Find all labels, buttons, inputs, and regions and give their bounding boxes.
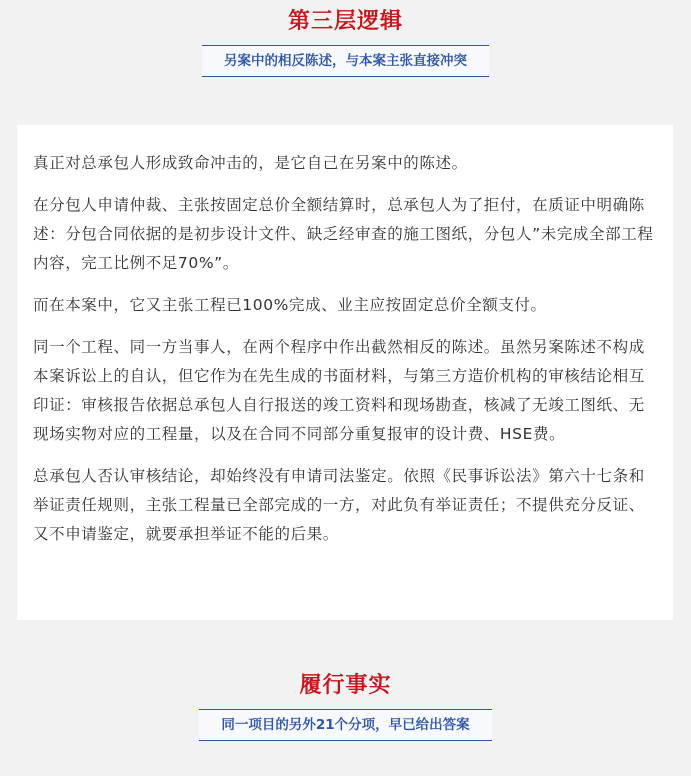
article-card	[17, 125, 673, 620]
paragraph: 总承包人否认审核结论，却始终没有申请司法鉴定。依照《民事诉讼法》第六十七条和举证责任规则，主张工程量已全部完成的一方，对此负有举证责任；不提供充分反证、又不申请鉴定，就要承担举证不能的后果。	[33, 467, 645, 543]
section-title: 第三层逻辑	[287, 9, 403, 34]
section-header-performance	[0, 672, 691, 741]
paragraph: 而在本案中，它又主张工程已100%完成、业主应按固定总价全额支付。	[33, 296, 547, 314]
section-header-logic	[0, 8, 691, 77]
paragraph: 同一个工程、同一方当事人，在两个程序中作出截然相反的陈述。虽然另案陈述不构成本案诉讼上的自认，但它作为在先生成的书面材料，与第三方造价机构的审核结论相互印证：审核报告依据总承包人自行报送的竣工资料和现场勘查，核减了无竣工图纸、无现场实物对应的工程量，以及在合同不同部分重复报审的设计费、HSE费。	[33, 338, 645, 443]
section-subtitle: 另案中的相反陈述，与本案主张直接冲突	[202, 45, 489, 77]
section-subtitle: 同一项目的另外21个分项，早已给出答案	[199, 709, 491, 741]
section-title: 履行事实	[299, 673, 392, 698]
paragraph: 真正对总承包人形成致命冲击的，是它自己在另案中的陈述。	[33, 154, 468, 172]
paragraph: 在分包人申请仲裁、主张按固定总价全额结算时，总承包人为了拒付，在质证中明确陈述：分包合同依据的是初步设计文件、缺乏经审查的施工图纸，分包人”未完成全部工程内容，完工比例不足70%”。	[33, 196, 654, 272]
